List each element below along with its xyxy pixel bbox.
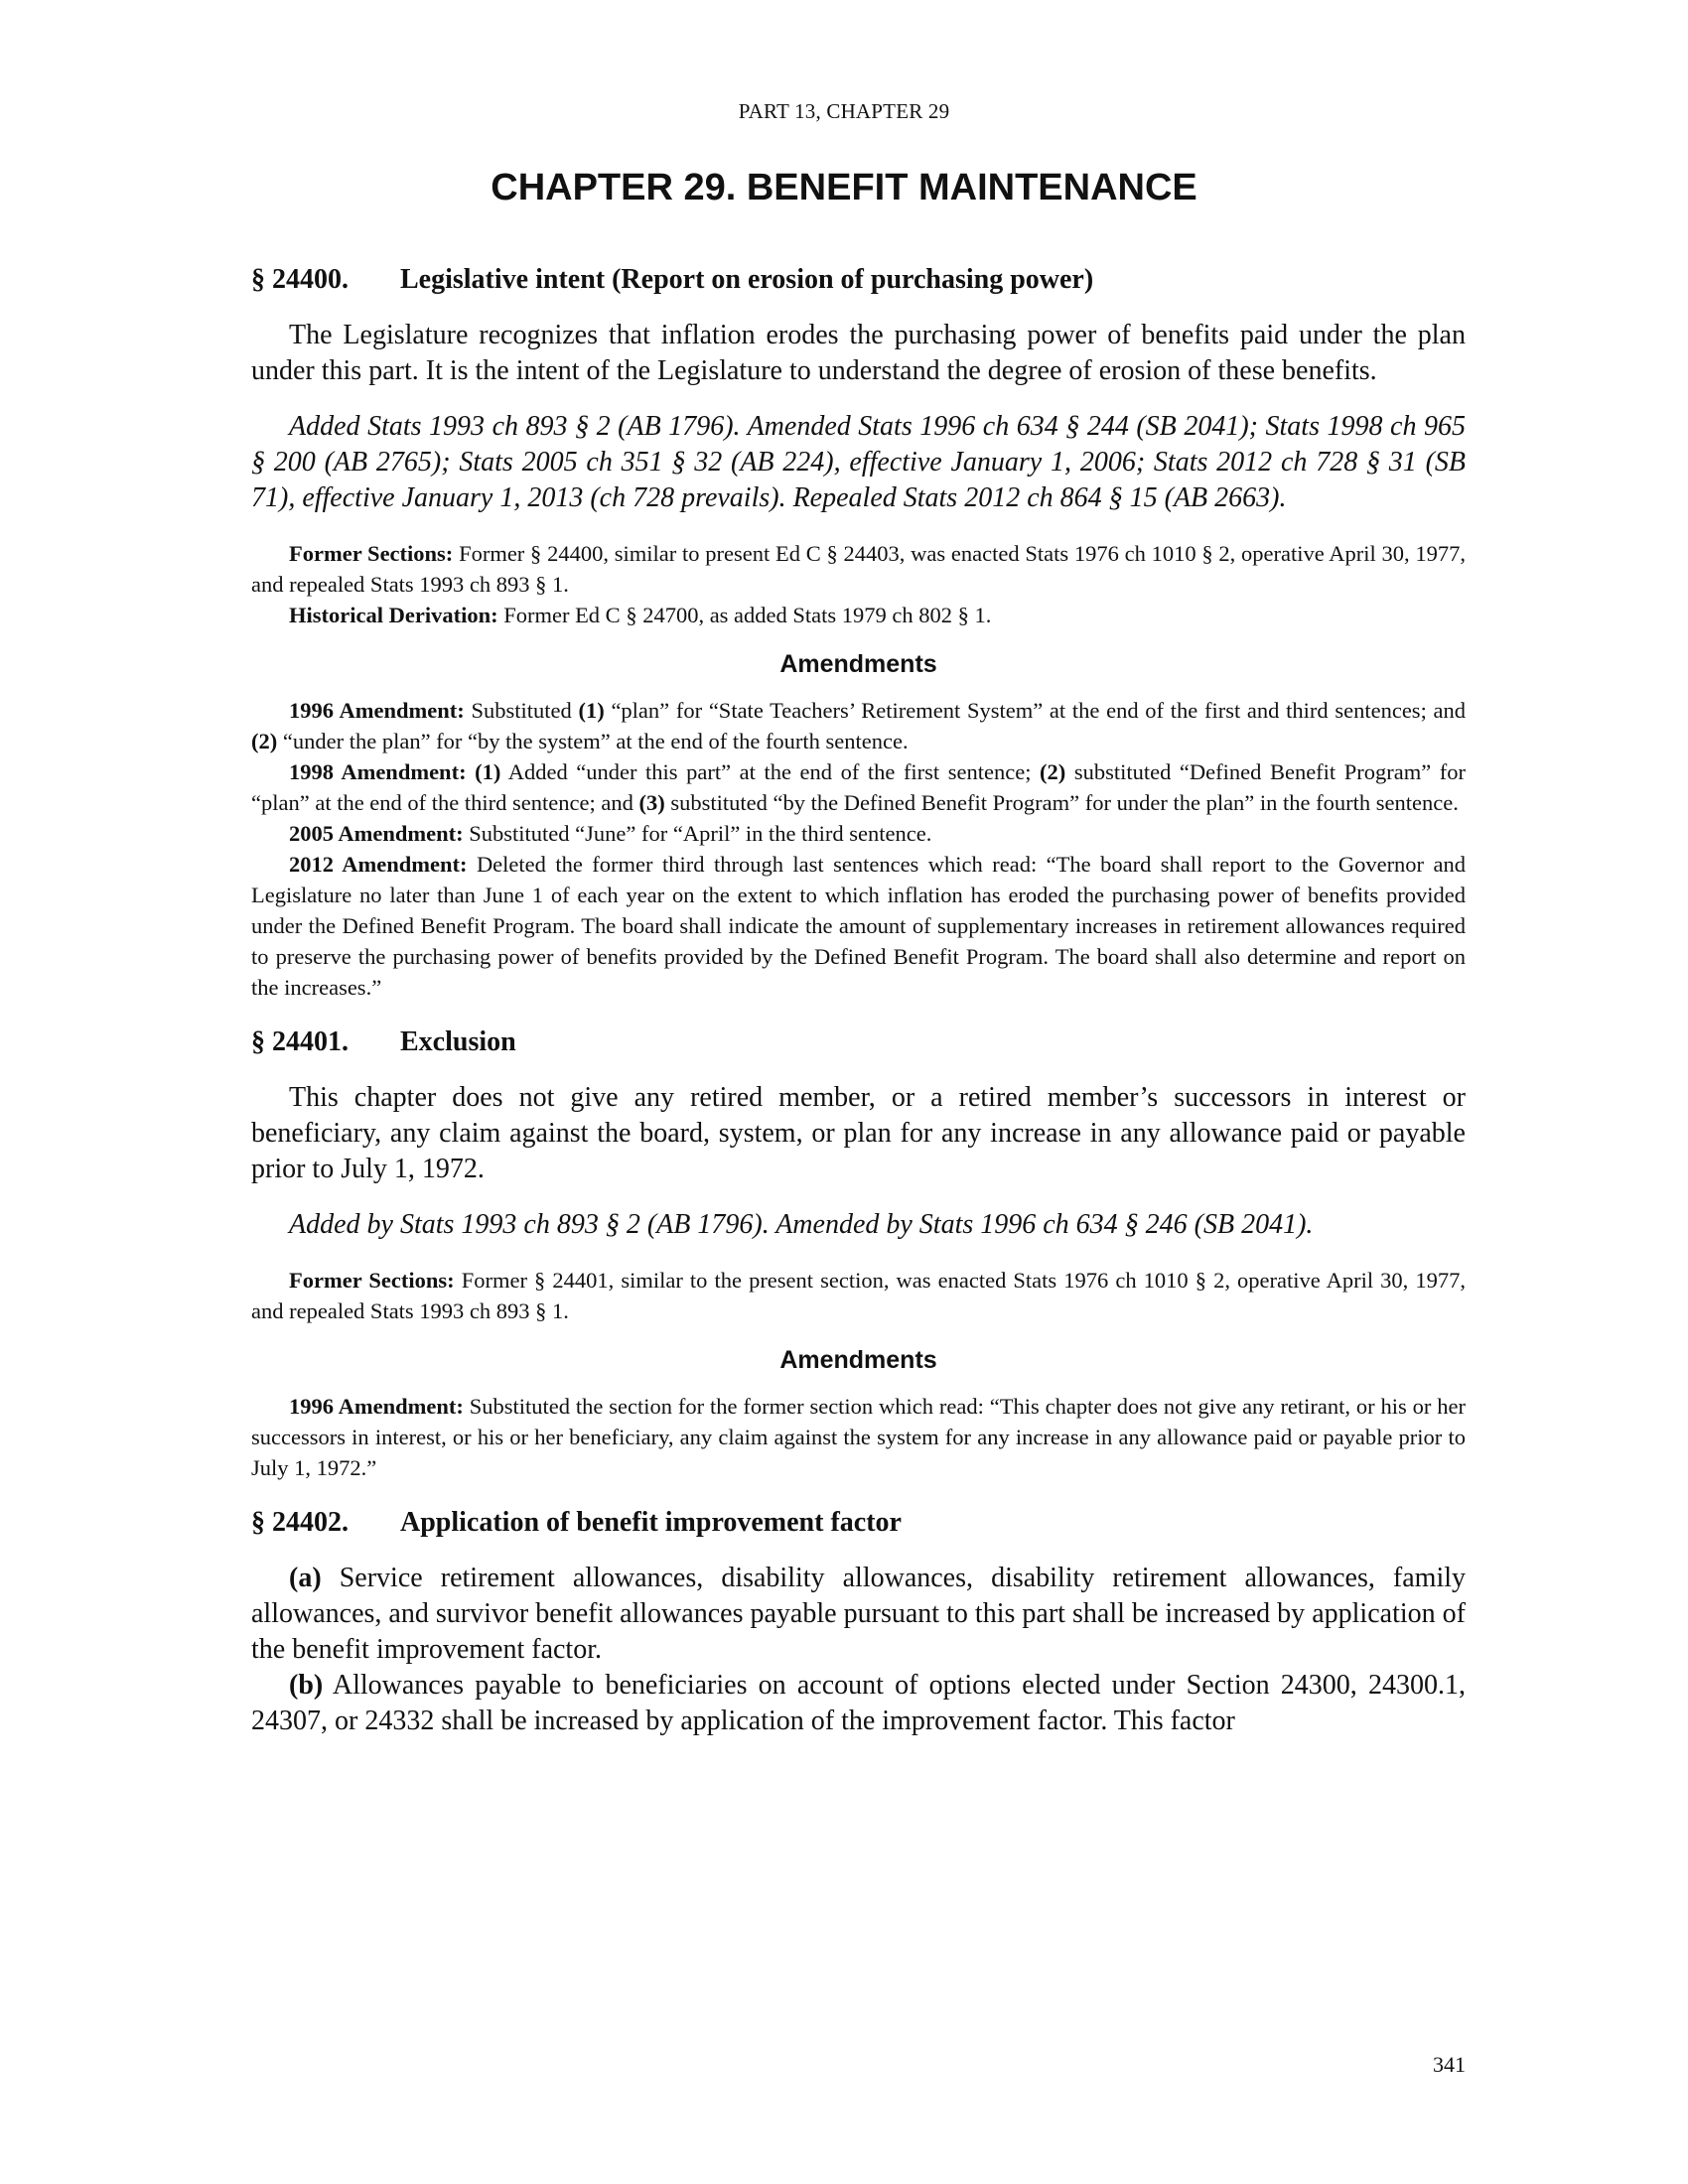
amendment-text: substituted “Defined Benefit Program” for “plan” at the end of the third sentence; and [251, 759, 1467, 815]
history-note-24400 [251, 409, 1466, 516]
amendment-2012 [251, 849, 1466, 1003]
historical-derivation-text: Former Ed C § 24700, as added Stats 1979 ch 802 § 1. [503, 603, 992, 627]
page-number: 341 [1433, 2052, 1466, 2077]
history-text: Added by Stats 1993 ch 893 § 2 (AB 1796). Amended by Stats 1996 ch 634 § 246 (SB 2041). [289, 1209, 1314, 1240]
clause-number: (2) [1040, 759, 1066, 784]
amendment-text: Substituted the section for the former section which read: “This chapter does not give any retirant, or his or her successors in interest, or his or her beneficiary, any claim against the system for any increase in any allowance paid or payable prior to July 1, 1972.” [251, 1394, 1467, 1480]
former-sections-24400 [251, 538, 1466, 600]
history-note-24401 [251, 1207, 1466, 1243]
content-flow [251, 264, 1466, 1739]
amendment-label: 2012 Amendment: [289, 852, 468, 877]
amendment-1996 [251, 1391, 1466, 1483]
section-body-text: The Legislature recognizes that inflation erodes the purchasing power of benefits paid under the plan under this part. It is the intent of the Legislature to understand the degree of erosion of these benefits. [251, 320, 1466, 386]
amendment-text: substituted “by the Defined Benefit Program” for under the plan” in the fourth sentence. [670, 790, 1459, 815]
clause-number: (3) [638, 790, 665, 815]
subdivision-text: Allowances payable to beneficiaries on account of options elected under Section 24300, 24300.1, 24307, or 24332 shall be increased by application of the improvement factor. This factor [251, 1670, 1466, 1736]
amendment-label: 1996 Amendment: [289, 698, 465, 723]
amendment-label: 1996 Amendment: [289, 1394, 464, 1419]
amendment-1996 [251, 695, 1466, 756]
former-sections-label: Former Sections: [289, 541, 454, 566]
subdivision-b [251, 1668, 1466, 1739]
section-number: § 24402. [251, 1507, 349, 1538]
former-sections-text: Former § 24400, similar to present Ed C § 24403, was enacted Stats 1976 ch 1010 § 2, operative April 30, 1977, and repealed Stats 1993 ch 893 § 1. [251, 541, 1466, 597]
clause-number: (1) [578, 698, 605, 723]
amendment-text: Substituted [471, 698, 572, 723]
amendment-label: 2005 Amendment: [289, 821, 464, 846]
amendment-text: “under the plan” for “by the system” at the end of the fourth sentence. [282, 729, 909, 753]
section-number: § 24401. [251, 1026, 349, 1057]
amendments-heading: Amendments [779, 650, 937, 678]
section-heading-24400 [251, 264, 1466, 296]
section-title: Exclusion [400, 1026, 516, 1057]
amendments-heading: Amendments [779, 1346, 937, 1374]
section-title: Application of benefit improvement factor [400, 1507, 902, 1538]
amendment-2005 [251, 818, 1466, 849]
section-body-24400 [251, 318, 1466, 389]
section-body-24401 [251, 1080, 1466, 1187]
former-sections-label: Former Sections: [289, 1268, 455, 1293]
subdivision-label: (b) [289, 1670, 324, 1701]
subdivision-a [251, 1561, 1466, 1668]
amendment-text: Deleted the former third through last sentences which read: “The board shall report to the Governor and Legislature no later than June 1 of each year on the extent to which inflation has eroded the purchasing power of benefits provided under the Defined Benefit Program. The board shall indicate the amount of supplementary increases in retirement allowances required to preserve the purchasing power of benefits provided by the Defined Benefit Program. The board shall also determine and report on the increases.” [251, 852, 1466, 1000]
amendment-1998 [251, 756, 1466, 818]
history-text: Added Stats 1993 ch 893 § 2 (AB 1796). Amended Stats 1996 ch 634 § 244 (SB 2041); Stats 1998 ch 965 § 200 (AB 2765); Stats 2005 ch 351 § 32 (AB 224), effective January 1, 2006; Stats 2012 ch 728 § 31 (SB 71), effective January 1, 2013 (ch 728 prevails). Repealed Stats 2012 ch 864 § 15 (AB 2663). [251, 411, 1466, 513]
former-sections-text: Former § 24401, similar to the present section, was enacted Stats 1976 ch 1010 § 2, operative April 30, 1977, and repealed Stats 1993 ch 893 § 1. [251, 1268, 1467, 1323]
subdivision-text: Service retirement allowances, disability allowances, disability retirement allowances, family allowances, and survivor benefit allowances payable pursuant to this part shall be increased by application of the benefit improvement factor. [251, 1563, 1467, 1665]
section-heading-24402 [251, 1507, 1466, 1539]
amendment-text: Substituted “June” for “April” in the third sentence. [469, 821, 932, 846]
chapter-title: CHAPTER 29. BENEFIT MAINTENANCE [491, 167, 1197, 208]
clause-number: (1) [475, 759, 501, 784]
running-head: PART 13, CHAPTER 29 [738, 99, 950, 123]
section-title: Legislative intent (Report on erosion of purchasing power) [400, 264, 1094, 295]
amendment-text: Added “under this part” at the end of the first sentence; [507, 759, 1032, 784]
subdivision-label: (a) [289, 1563, 322, 1593]
amendment-text: “plan” for “State Teachers’ Retirement System” at the end of the first and third sentences; and [611, 698, 1467, 723]
historical-derivation-label: Historical Derivation: [289, 603, 498, 627]
section-body-text: This chapter does not give any retired member, or a retired member’s successors in interest or beneficiary, any claim against the board, system, or plan for any increase in any allowance paid or payable prior to July 1, 1972. [251, 1082, 1466, 1184]
section-number: § 24400. [251, 264, 349, 295]
former-sections-24401 [251, 1265, 1466, 1326]
clause-number: (2) [251, 729, 278, 753]
historical-derivation-24400 [251, 600, 1466, 630]
amendment-label: 1998 Amendment: [289, 759, 467, 784]
section-heading-24401 [251, 1026, 1466, 1058]
